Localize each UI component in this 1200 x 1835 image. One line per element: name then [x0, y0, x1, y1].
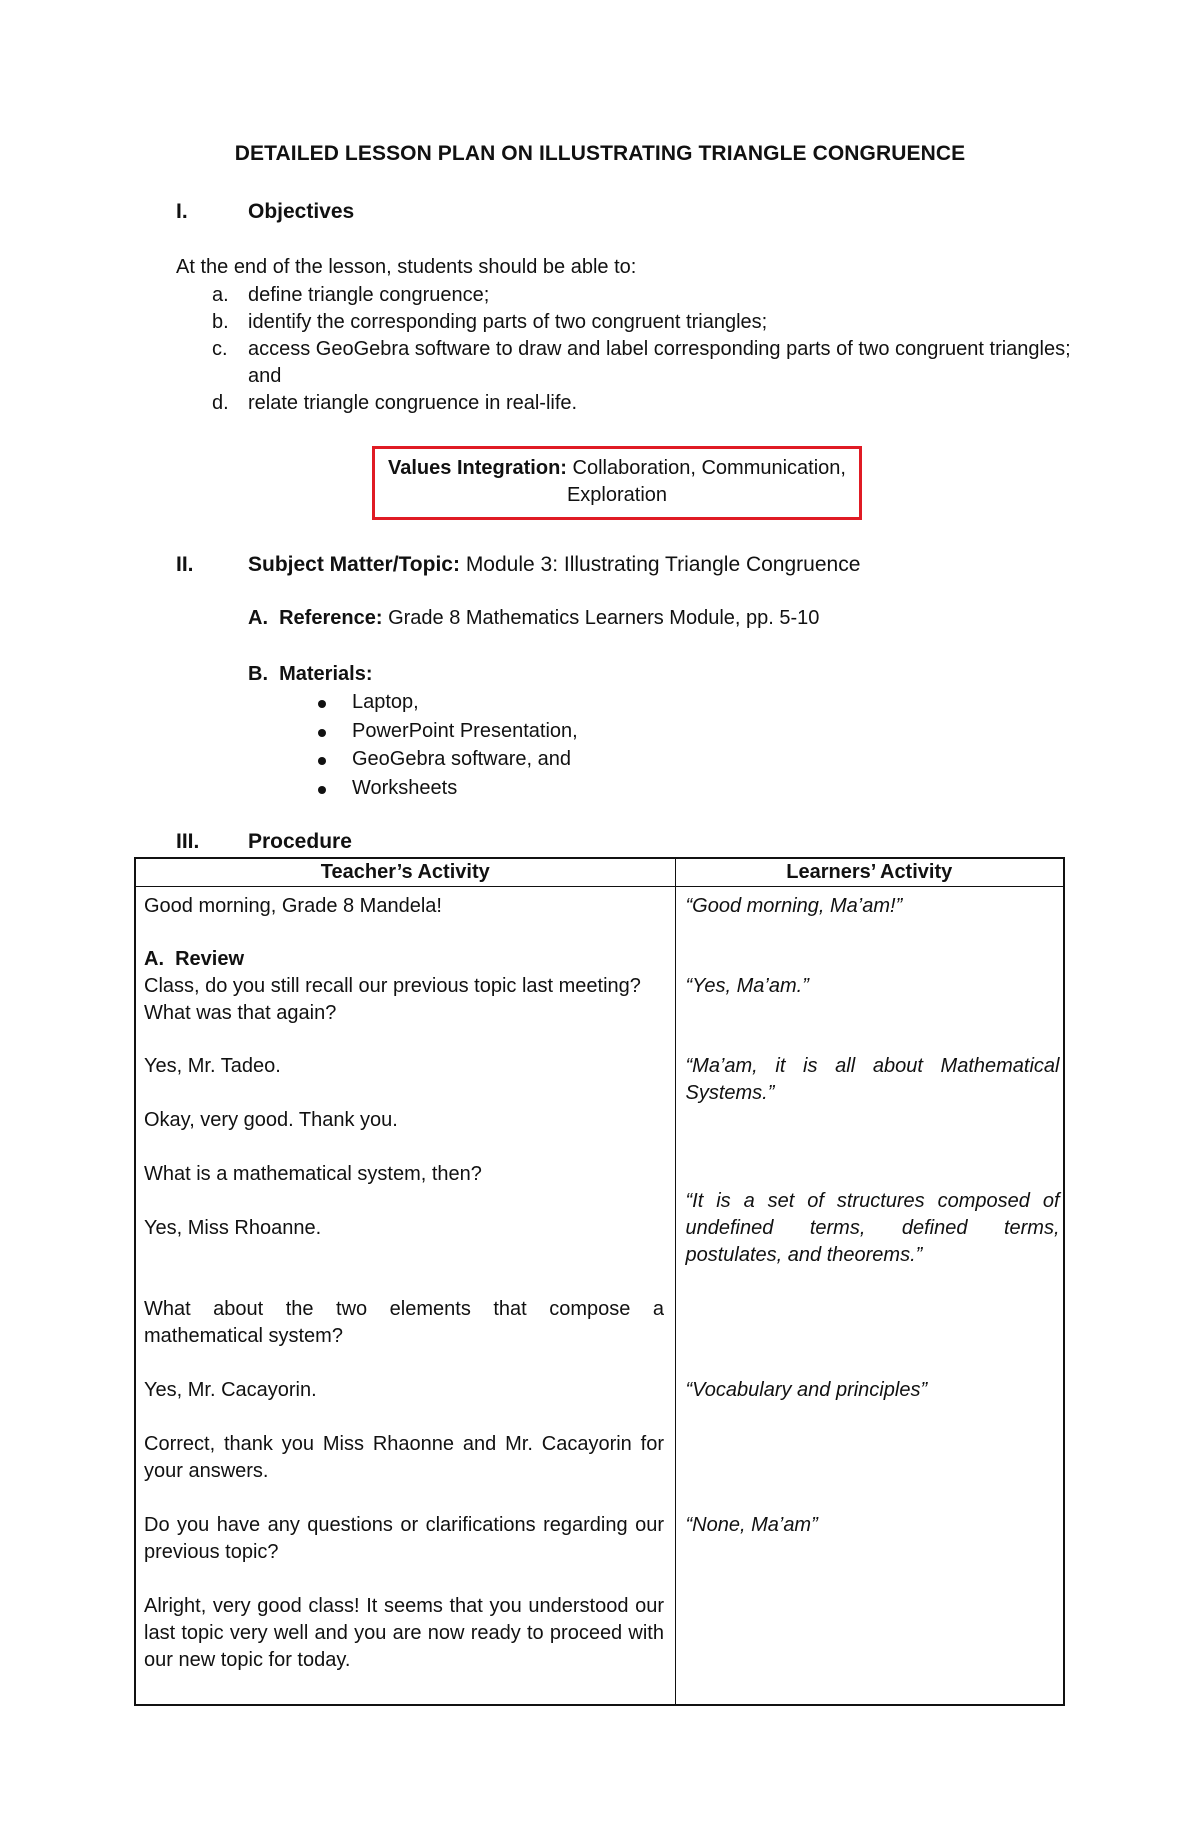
list-item-letter: a.	[212, 284, 229, 306]
section-3-heading: Procedure	[248, 830, 352, 853]
bullet-icon	[316, 688, 352, 717]
learner-response-1: “Good morning, Ma’am!”	[685, 895, 903, 917]
teacher-call-3: Yes, Mr. Cacayorin.	[144, 1379, 317, 1401]
learner-response-5: “Vocabulary and principles”	[685, 1379, 928, 1401]
list-item-text: Worksheets	[352, 776, 458, 799]
list-item-letter: d.	[212, 392, 229, 414]
objectives-list	[212, 282, 1072, 417]
review-heading: A. Review	[144, 948, 245, 970]
teacher-call-1: Yes, Mr. Tadeo.	[144, 1055, 281, 1077]
document-title: DETAILED LESSON PLAN ON ILLUSTRATING TRIANGLE CONGRUENCE	[234, 142, 966, 165]
teacher-activity-cell	[135, 887, 675, 1706]
subject-matter-text: Module 3: Illustrating Triangle Congruence	[465, 553, 861, 576]
list-item	[316, 774, 578, 803]
values-line-2: Exploration	[566, 484, 668, 506]
table-header-learners: Learners’ Activity	[675, 858, 1064, 887]
values-label: Values Integration:	[388, 457, 567, 479]
list-item	[212, 309, 1072, 336]
list-item	[316, 688, 578, 717]
bullet-icon	[316, 745, 352, 774]
teacher-greeting: Good morning, Grade 8 Mandela!	[144, 895, 442, 917]
teacher-question-3: What about the two elements that compose a mathematical system?	[144, 1298, 664, 1347]
subject-matter-label: Subject Matter/Topic:	[248, 553, 460, 576]
learner-response-3: “Ma’am, it is all about Mathematical Systems.”	[685, 1055, 1060, 1104]
teacher-correct: Correct, thank you Miss Rhaonne and Mr. Cacayorin for your answers.	[144, 1433, 664, 1482]
list-item	[212, 390, 1072, 417]
materials-label: B. Materials:	[248, 663, 373, 685]
learner-response-4: “It is a set of structures composed of undefined terms, defined terms, postulates, and theorems.”	[685, 1190, 1060, 1266]
section-1-number: I.	[176, 200, 188, 223]
list-item-text: relate triangle congruence in real-life.	[248, 392, 578, 414]
bullet-icon	[316, 774, 352, 803]
procedure-table	[134, 857, 1065, 1706]
table-header-row	[135, 858, 1064, 887]
reference-line	[248, 607, 819, 630]
list-item-text: PowerPoint Presentation,	[352, 719, 578, 742]
section-2-heading	[248, 553, 860, 577]
section-1-heading: Objectives	[248, 200, 355, 223]
teacher-closing: Alright, very good class! It seems that you understood our last topic very well and you are now ready to proceed with our new topic for today.	[144, 1595, 664, 1671]
reference-label: A. Reference:	[248, 607, 383, 629]
teacher-question-1-line-1: Class, do you still recall our previous topic last meeting?	[144, 975, 641, 997]
learners-activity-cell	[675, 887, 1064, 1706]
list-item	[212, 282, 1072, 309]
reference-text: Grade 8 Mathematics Learners Module, pp. 5-10	[388, 607, 820, 629]
materials-list	[316, 688, 578, 802]
teacher-question-4: Do you have any questions or clarifications regarding our previous topic?	[144, 1514, 664, 1563]
list-item-text: access GeoGebra software to draw and label corresponding parts of two congruent triangles; and	[248, 338, 1071, 387]
table-row	[135, 887, 1064, 1706]
teacher-question-1	[144, 973, 664, 1027]
list-item	[316, 745, 578, 774]
list-item	[316, 717, 578, 746]
objectives-intro: At the end of the lesson, students should be able to:	[176, 256, 637, 278]
bullet-icon	[316, 717, 352, 746]
learner-response-2: “Yes, Ma’am.”	[685, 975, 809, 997]
materials-heading	[248, 663, 372, 686]
values-line-1: Collaboration, Communication,	[572, 457, 846, 479]
list-item-letter: c.	[212, 338, 228, 360]
list-item-text: identify the corresponding parts of two congruent triangles;	[248, 311, 768, 333]
list-item-text: define triangle congruence;	[248, 284, 490, 306]
values-integration-box	[372, 446, 862, 520]
teacher-question-2: What is a mathematical system, then?	[144, 1163, 482, 1185]
list-item-letter: b.	[212, 311, 229, 333]
learner-response-6: “None, Ma’am”	[685, 1514, 818, 1536]
table-header-teacher: Teacher’s Activity	[135, 858, 675, 887]
section-3-number: III.	[176, 830, 200, 853]
section-2-number: II.	[176, 553, 194, 576]
list-item-text: GeoGebra software, and	[352, 748, 572, 770]
teacher-call-2: Yes, Miss Rhoanne.	[144, 1217, 322, 1239]
teacher-question-1-line-2: What was that again?	[144, 1002, 337, 1024]
teacher-okay: Okay, very good. Thank you.	[144, 1109, 398, 1131]
list-item	[212, 336, 1072, 390]
list-item-text: Laptop,	[352, 691, 419, 713]
